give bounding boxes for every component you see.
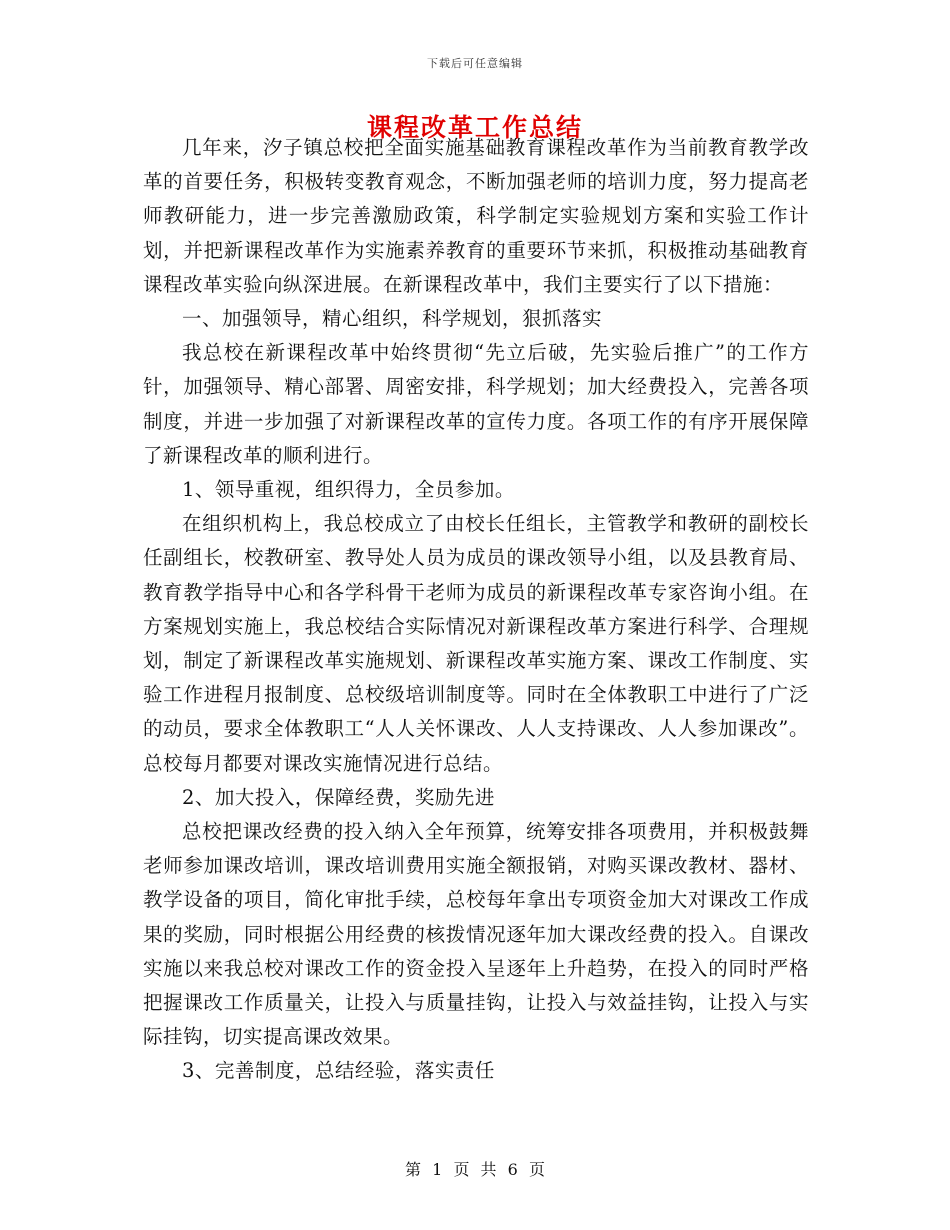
paragraph: 我总校在新课程改革中始终贯彻“先立后破，先实验后推广”的工作方针，加强领导、精心部署、周密安排，科学规划；加大经费投入，完善各项制度，并进一步加强了对新课程改革的宣传力度。各项工作的有序开展保障了新课程改革的顺利进行。: [143, 341, 809, 467]
paragraph-intro: 几年来，汐子镇总校把全面实施基础教育课程改革作为当前教育教学改革的首要任务，积极转变教育观念，不断加强老师的培训力度，努力提高老师教研能力，进一步完善激励政策，科学制定实验规划方案和实验工作计划，并把新课程改革作为实施素养教育的重要环节来抓，积极推动基础教育课程改革实验向纵深进展。在新课程改革中，我们主要实行了以下措施：: [143, 136, 809, 296]
footer-word-gong: 共: [480, 1160, 497, 1179]
footer-word-di: 第: [405, 1160, 422, 1179]
header-note: 下载后可任意编辑: [427, 57, 523, 70]
current-page-number: 1: [432, 1160, 443, 1179]
document-body: [143, 131, 809, 1089]
subsection-heading-1: 1、领导重视，组织得力，全员参加。: [182, 478, 515, 502]
footer-word-ye: 页: [453, 1160, 470, 1179]
subsection-heading-2: 2、加大投入，保障经费，奖励先进: [182, 785, 495, 809]
paragraph: 总校把课改经费的投入纳入全年预算，统筹安排各项费用，并积极鼓舞老师参加课改培训，课改培训费用实施全额报销，对购买课改教材、器材、教学设备的项目，简化审批手续，总校每年拿出专项资金加大对课改工作成果的奖励，同时根据公用经费的核拨情况逐年加大课改经费的投入。自课改实施以来我总校对课改工作的资金投入呈逐年上升趋势，在投入的同时严格把握课改工作质量关，让投入与质量挂钩，让投入与效益挂钩，让投入与实际挂钩，切实提高课改效果。: [143, 820, 809, 1049]
section-heading-1: 一、加强领导，精心组织，科学规划，狠抓落实: [182, 307, 603, 331]
total-pages-number: 6: [507, 1160, 518, 1179]
page-footer: [0, 1157, 950, 1180]
footer-word-ye-2: 页: [528, 1160, 545, 1179]
paragraph: 在组织机构上，我总校成立了由校长任组长，主管教学和教研的副校长任副组长，校教研室、教导处人员为成员的课改领导小组，以及县教育局、教育教学指导中心和各学科骨干老师为成员的新课程改革专家咨询小组。在方案规划实施上，我总校结合实际情况对新课程改革方案进行科学、合理规划，制定了新课程改革实施规划、新课程改革实施方案、课改工作制度、实验工作进程月报制度、总校级培训制度等。同时在全体教职工中进行了广泛的动员，要求全体教职工“人人关怀课改、人人支持课改、人人参加课改”。总校每月都要对课改实施情况进行总结。: [143, 512, 809, 775]
subsection-heading-3: 3、完善制度，总结经验，落实责任: [182, 1059, 495, 1083]
document-title: 课程改革工作总结: [366, 113, 583, 142]
